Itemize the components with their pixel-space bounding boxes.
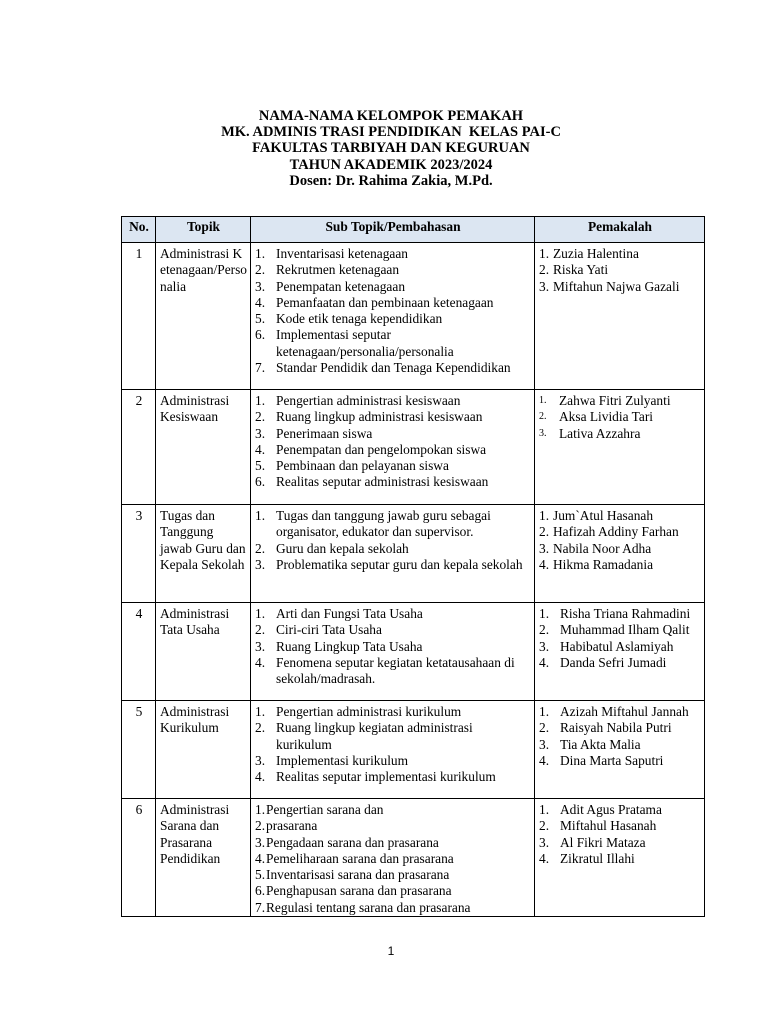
list-item: 1. Pengertian administrasi kesiswaan xyxy=(255,393,461,408)
column-header-no: No. xyxy=(122,217,156,243)
list-item: 3. Miftahun Najwa Gazali xyxy=(539,278,680,294)
sub-topik-list xyxy=(255,606,531,687)
row-sub-topik xyxy=(251,390,535,505)
list-item: 2. Miftahul Hasanah xyxy=(539,818,657,834)
sub-topik-list xyxy=(255,393,531,491)
list-item: 4. Danda Sefri Jumadi xyxy=(539,654,667,670)
table-header-row xyxy=(122,217,705,243)
list-item: 2. Raisyah Nabila Putri xyxy=(539,720,672,736)
table-row xyxy=(122,701,705,799)
row-topik: Administrasi Kesiswaan xyxy=(156,390,251,505)
list-item: 5. Kode etik tenaga kependidikan xyxy=(255,311,443,327)
row-pemakalah xyxy=(535,701,705,799)
list-item: 1. Azizah Miftahul Jannah xyxy=(539,704,689,719)
list-item: 2. Rekrutmen ketenagaan xyxy=(255,262,400,278)
list-item: 3. Ruang Lingkup Tata Usaha xyxy=(255,638,423,654)
header-lecturer: Dosen: Dr. Rahima Zakia, M.Pd. xyxy=(289,172,493,189)
list-item: 4. Pemanfaatan dan pembinaan ketenagaan xyxy=(255,294,494,310)
list-item: 1. Zahwa Fitri Zulyanti xyxy=(539,393,671,408)
list-item: 2. Riska Yati xyxy=(539,262,609,278)
list-item: 1. Jum`Atul Hasanah xyxy=(539,508,654,523)
table-row xyxy=(122,243,705,390)
list-item: 3. Habibatul Aslamiyah xyxy=(539,638,674,654)
row-pemakalah xyxy=(535,505,705,603)
list-item: 2. prasarana xyxy=(255,818,318,834)
list-item: 2. Aksa Lividia Tari xyxy=(539,409,654,425)
row-number: 2 xyxy=(122,390,156,505)
row-pemakalah xyxy=(535,243,705,390)
header-academic-year: TAHUN AKADEMIK 2023/2024 xyxy=(289,156,493,173)
column-header-sub-topik: Sub Topik/Pembahasan xyxy=(251,217,535,243)
list-item: 4. Penempatan dan pengelompokan siswa xyxy=(255,441,487,457)
page-number: 1 xyxy=(387,944,395,958)
row-number: 1 xyxy=(122,243,156,390)
row-topik: Administrasi Kurikulum xyxy=(156,701,251,799)
list-item: 4. Hikma Ramadania xyxy=(539,556,654,572)
pemakalah-list xyxy=(539,704,701,769)
list-item: 5. Inventarisasi sarana dan prasarana xyxy=(255,867,450,883)
list-item: 3. Nabila Noor Adha xyxy=(539,540,652,556)
row-pemakalah xyxy=(535,799,705,917)
table-row xyxy=(122,390,705,505)
row-topik: Administrasi Sarana dan Prasarana Pendidikan xyxy=(156,799,251,917)
list-item: 1. Inventarisasi ketenagaan xyxy=(255,246,408,261)
topik-text: Administrasi Ketenagaan/Personalia xyxy=(160,246,247,294)
list-item: 3. Tia Akta Malia xyxy=(539,736,641,752)
list-item: 4. Pemeliharaan sarana dan prasarana xyxy=(255,850,454,866)
list-item: 7. Regulasi tentang sarana dan prasarana xyxy=(255,899,471,915)
row-pemakalah xyxy=(535,390,705,505)
document-header xyxy=(0,108,768,189)
row-sub-topik xyxy=(251,603,535,701)
list-item: 7. Standar Pendidik dan Tenaga Kependidikan xyxy=(255,360,511,376)
pemakalah-list xyxy=(539,508,701,573)
list-item: 6. Penghapusan sarana dan prasarana xyxy=(255,883,452,899)
list-item: 3. Problematika seputar guru dan kepala sekolah xyxy=(255,556,523,572)
list-item: 1. Zuzia Halentina xyxy=(539,246,639,261)
sub-topik-list xyxy=(255,246,531,376)
pemakalah-list xyxy=(539,393,701,442)
column-header-pemakalah: Pemakalah xyxy=(535,217,705,243)
list-item: 1. Risha Triana Rahmadini xyxy=(539,606,691,621)
row-sub-topik xyxy=(251,243,535,390)
list-item: 1. Pengertian administrasi kurikulum xyxy=(255,704,462,719)
list-item: 2. Ciri-ciri Tata Usaha xyxy=(255,622,382,638)
list-item: 1. Arti dan Fungsi Tata Usaha xyxy=(255,606,423,621)
list-item: 2. Muhammad Ilham Qalit xyxy=(539,622,690,638)
table-row xyxy=(122,603,705,701)
column-header-topik: Topik xyxy=(156,217,251,243)
list-item: 2. Ruang lingkup kegiatan administrasi kurikulum xyxy=(255,720,473,752)
list-item: 3. Lativa Azzahra xyxy=(539,425,641,441)
table-row xyxy=(122,799,705,917)
list-item: 3. Penerimaan siswa xyxy=(255,425,373,441)
pemakalah-list xyxy=(539,802,701,867)
row-topik xyxy=(156,243,251,390)
list-item: 2. Hafizah Addiny Farhan xyxy=(539,524,679,540)
list-item: 1. Adit Agus Pratama xyxy=(539,802,662,817)
list-item: 3. Implementasi kurikulum xyxy=(255,752,409,768)
list-item: 2. Guru dan kepala sekolah xyxy=(255,540,409,556)
header-faculty: FAKULTAS TARBIYAH DAN KEGURUAN xyxy=(252,140,530,157)
list-item: 1. Tugas dan tanggung jawab guru sebagai organisator, edukator dan supervisor. xyxy=(255,508,491,540)
list-item: 3. Al Fikri Mataza xyxy=(539,834,646,850)
row-sub-topik xyxy=(251,799,535,917)
header-title: NAMA-NAMA KELOMPOK PEMAKAH xyxy=(258,108,524,124)
list-item: 2. Ruang lingkup administrasi kesiswaan xyxy=(255,409,483,425)
list-item: 4. Zikratul Illahi xyxy=(539,850,635,866)
header-course: MK. ADMINIS TRASI PENDIDIKAN KELAS PAI-C xyxy=(221,124,561,141)
list-item: 3. Penempatan ketenagaan xyxy=(255,278,406,294)
pemakalah-list xyxy=(539,606,701,671)
list-item: 3. Pengadaan sarana dan prasarana xyxy=(255,834,439,850)
list-item: 6. Implementasi seputar ketenagaan/personalia/personalia xyxy=(255,327,454,359)
row-topik: Tugas dan Tanggung jawab Guru dan Kepala Sekolah xyxy=(156,505,251,603)
list-item: 6. Realitas seputar administrasi kesiswaan xyxy=(255,474,489,490)
list-item: 5. Pembinaan dan pelayanan siswa xyxy=(255,458,449,474)
list-item: 4. Dina Marta Saputri xyxy=(539,752,664,768)
list-item: 4. Fenomena seputar kegiatan ketatausahaan di sekolah/madrasah. xyxy=(255,654,515,687)
pemakalah-list xyxy=(539,246,701,295)
list-item: 4. Realitas seputar implementasi kurikulum xyxy=(255,769,496,785)
sub-topik-list xyxy=(255,508,531,573)
row-sub-topik xyxy=(251,701,535,799)
row-number: 5 xyxy=(122,701,156,799)
row-sub-topik xyxy=(251,505,535,603)
row-number: 4 xyxy=(122,603,156,701)
row-pemakalah xyxy=(535,603,705,701)
group-table xyxy=(121,216,705,917)
row-topik: Administrasi Tata Usaha xyxy=(156,603,251,701)
row-number: 6 xyxy=(122,799,156,917)
row-number: 3 xyxy=(122,505,156,603)
sub-topik-list xyxy=(255,704,531,785)
table-row xyxy=(122,505,705,603)
sub-topik-list xyxy=(255,802,531,916)
list-item: 1. Pengertian sarana dan xyxy=(255,802,384,817)
